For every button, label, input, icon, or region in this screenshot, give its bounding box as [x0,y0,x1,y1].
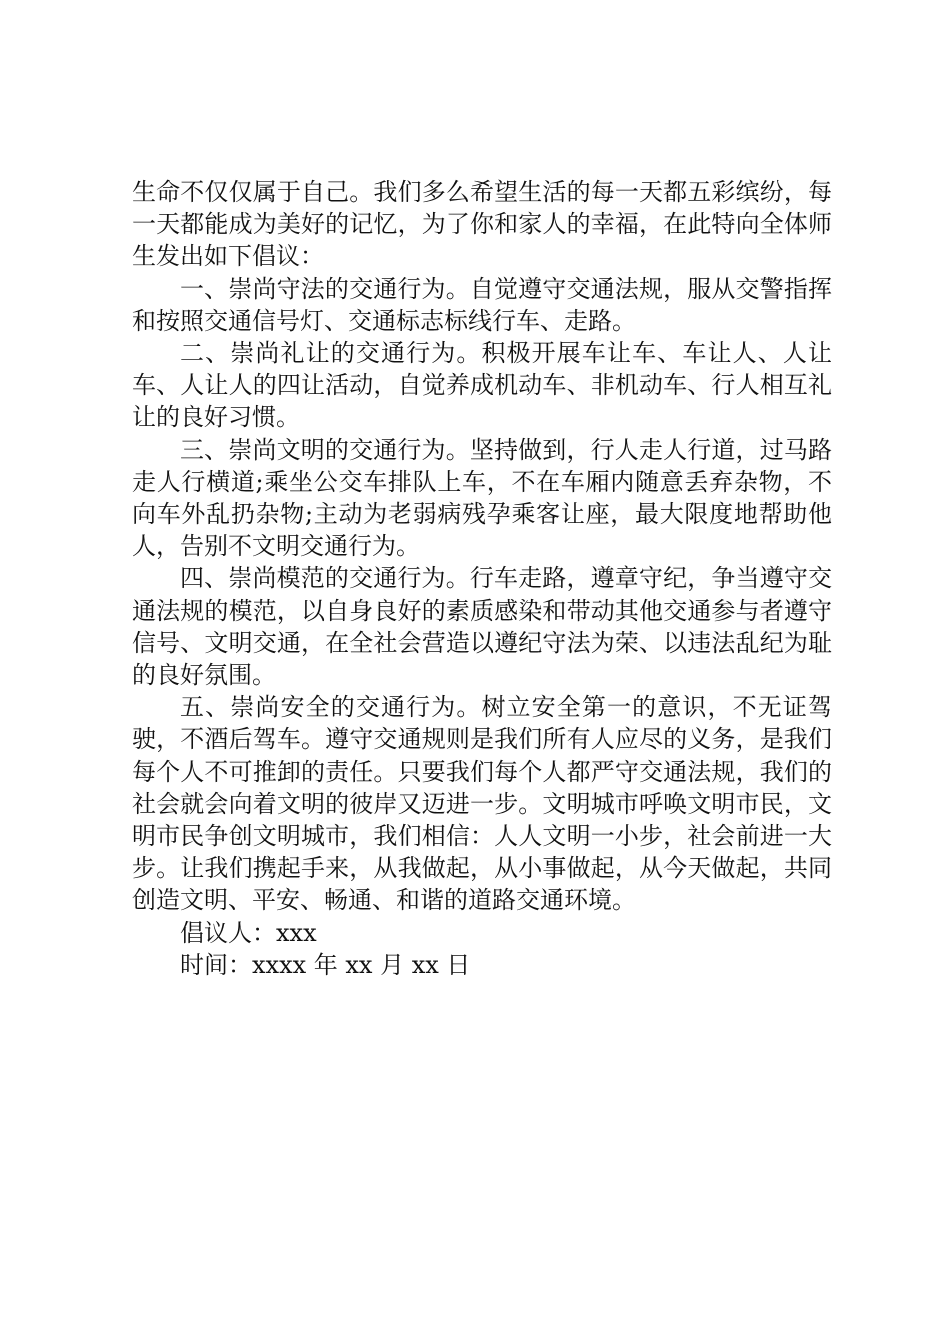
intro-paragraph: 生命不仅仅属于自己。我们多么希望生活的每一天都五彩缤纷，每一天都能成为美好的记忆，为了你和家人的幸福，在此特向全体师生发出如下倡议： [132,178,832,271]
document-body [132,176,832,981]
proposal-3-paragraph: 三、崇尚文明的交通行为。坚持做到，行人走人行道，过马路走人行横道;乘坐公交车排队上车，不在车厢内随意丢弃杂物，不向车外乱扔杂物;主动为老弱病残孕乘客让座，最大限度地帮助他人，告别不文明交通行为。 [132,435,832,561]
proposal-4-paragraph: 四、崇尚模范的交通行为。行车走路，遵章守纪，争当遵守交通法规的模范，以自身良好的素质感染和带动其他交通参与者遵守信号、文明交通，在全社会营造以遵纪守法为荣、以违法乱纪为耻的良好氛围。 [132,564,832,690]
initiator-line: 倡议人：xxx [180,918,317,947]
proposal-1-paragraph: 一、崇尚守法的交通行为。自觉遵守交通法规，服从交警指挥和按照交通信号灯、交通标志标线行车、走路。 [132,274,832,335]
proposal-5-paragraph: 五、崇尚安全的交通行为。树立安全第一的意识，不无证驾驶，不酒后驾车。遵守交通规则是我们所有人应尽的义务，是我们每个人不可推卸的责任。只要我们每个人都严守交通法规，我们的社会就会向着文明的彼岸又迈进一步。文明城市呼唤文明市民，文明市民争创文明城市，我们相信：人人文明一小步，社会前进一大步。让我们携起手来，从我做起，从小事做起，从今天做起，共同创造文明、平安、畅通、和谐的道路交通环境。 [132,693,832,915]
date-line: 时间：xxxx 年 xx 月 xx 日 [180,950,471,979]
proposal-2-paragraph: 二、崇尚礼让的交通行为。积极开展车让车、车让人、人让车、人让人的四让活动，自觉养成机动车、非机动车、行人相互礼让的良好习惯。 [132,339,832,432]
